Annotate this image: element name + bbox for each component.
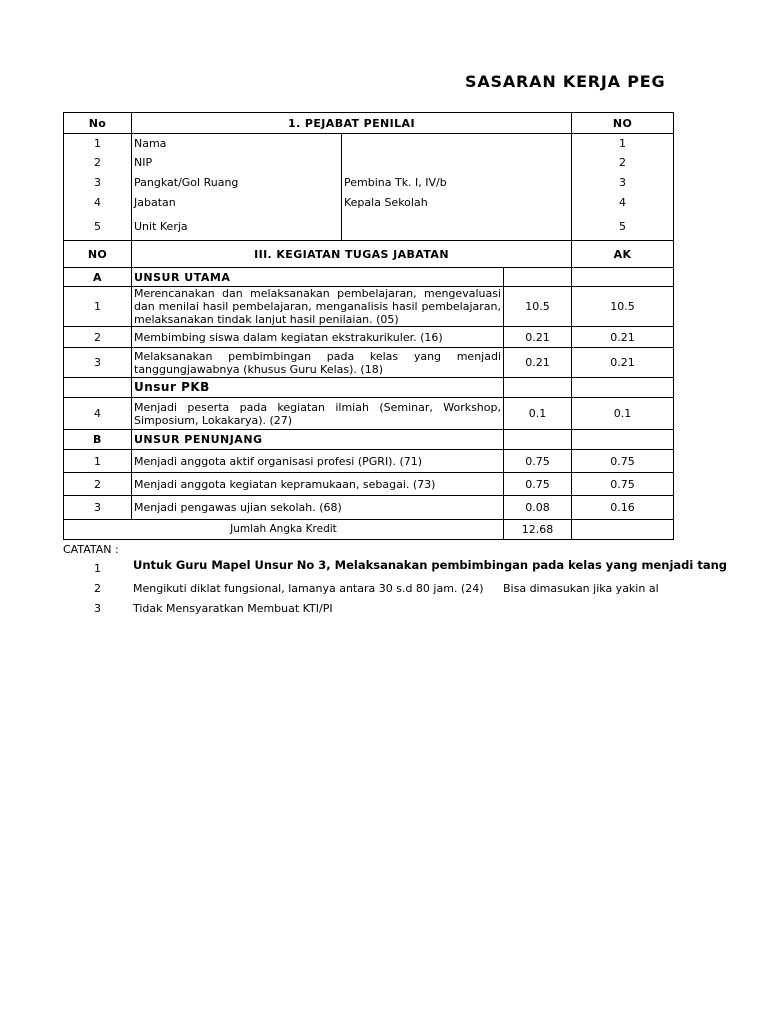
empty-cell [572, 430, 674, 450]
item-no: 3 [64, 496, 132, 520]
section-a-row [64, 268, 674, 287]
note-text: Untuk Guru Mapel Unsur No 3, Melaksanakan pembimbingan pada kelas yang menjadi tang [133, 558, 728, 572]
note-text: Mengikuti diklat fungsional, lamanya antara 30 s.d 80 jam. (24) [133, 582, 484, 595]
header-no: No [64, 113, 132, 134]
item-ak-right: 0.75 [572, 473, 674, 496]
section-a-code: A [64, 268, 132, 287]
item-ak-right: 0.1 [572, 398, 674, 430]
total-label: Jumlah Angka Kredit [64, 520, 504, 540]
kegiatan-header-row [64, 241, 674, 268]
pejabat-no-right: 5 [572, 213, 674, 241]
empty-cell [572, 378, 674, 398]
empty-cell [504, 430, 572, 450]
empty-cell [504, 268, 572, 287]
section-b-code: B [64, 430, 132, 450]
section-b-row [64, 430, 674, 450]
kegiatan-header-ak: AK [572, 241, 674, 268]
item-desc: Menjadi anggota kegiatan kepramukaan, sebagai. (73) [132, 473, 504, 496]
header-row [64, 113, 674, 134]
note-no: 1 [94, 562, 101, 575]
item-row [64, 348, 674, 378]
kegiatan-header-no: NO [64, 241, 132, 268]
note-no: 2 [94, 582, 101, 595]
pejabat-row [64, 173, 674, 193]
item-ak: 0.21 [504, 348, 572, 378]
note-extra: Bisa dimasukan jika yakin al [503, 582, 659, 595]
pejabat-row [64, 213, 674, 241]
pejabat-row [64, 134, 674, 153]
note-text: Tidak Mensyaratkan Membuat KTI/PI [133, 602, 333, 615]
catatan-label: CATATAN : [63, 543, 119, 556]
item-row [64, 473, 674, 496]
pejabat-label: NIP [132, 153, 342, 173]
item-ak-right: 0.21 [572, 327, 674, 348]
item-no: 2 [64, 327, 132, 348]
item-ak-right: 10.5 [572, 287, 674, 327]
item-desc: Melaksanakan pembimbingan pada kelas yang menjadi tanggungjawabnya (khusus Guru Kelas). (18) [132, 348, 504, 378]
pejabat-row [64, 153, 674, 173]
item-desc: Membimbing siswa dalam kegiatan ekstrakurikuler. (16) [132, 327, 504, 348]
empty-cell [504, 378, 572, 398]
item-row [64, 287, 674, 327]
item-ak: 0.21 [504, 327, 572, 348]
pejabat-no-right: 1 [572, 134, 674, 153]
item-ak: 0.75 [504, 450, 572, 473]
item-row [64, 450, 674, 473]
item-no: 4 [64, 398, 132, 430]
item-ak-right: 0.21 [572, 348, 674, 378]
pejabat-no-right: 3 [572, 173, 674, 193]
page-title: SASARAN KERJA PEG [465, 72, 666, 91]
pejabat-value [342, 153, 572, 173]
item-row [64, 327, 674, 348]
pejabat-no: 3 [64, 173, 132, 193]
item-no: 1 [64, 450, 132, 473]
empty-cell [64, 378, 132, 398]
total-ak: 12.68 [504, 520, 572, 540]
pejabat-value: Pembina Tk. I, IV/b [342, 173, 572, 193]
item-desc: Menjadi pengawas ujian sekolah. (68) [132, 496, 504, 520]
empty-cell [572, 268, 674, 287]
item-ak: 0.1 [504, 398, 572, 430]
item-desc: Merencanakan dan melaksanakan pembelajaran, mengevaluasi dan menilai hasil pembelajaran, menganalisis hasil pembelajaran, melaksanakan tindak lanjut hasil penilaian. (05) [132, 287, 504, 327]
item-ak: 0.08 [504, 496, 572, 520]
item-ak-right: 0.75 [572, 450, 674, 473]
pejabat-value: Kepala Sekolah [342, 193, 572, 213]
item-row [64, 398, 674, 430]
section-pkb-row [64, 378, 674, 398]
pejabat-no: 1 [64, 134, 132, 153]
item-no: 2 [64, 473, 132, 496]
item-row [64, 496, 674, 520]
pejabat-value [342, 134, 572, 153]
note-no: 3 [94, 602, 101, 615]
pejabat-value [342, 213, 572, 241]
pejabat-no-right: 2 [572, 153, 674, 173]
skp-table [63, 112, 674, 540]
pejabat-no: 4 [64, 193, 132, 213]
pejabat-no: 2 [64, 153, 132, 173]
pejabat-label: Nama [132, 134, 342, 153]
pejabat-no: 5 [64, 213, 132, 241]
pejabat-label: Unit Kerja [132, 213, 342, 241]
pejabat-label: Jabatan [132, 193, 342, 213]
header-pejabat-penilai: 1. PEJABAT PENILAI [132, 113, 572, 134]
kegiatan-header-title: III. KEGIATAN TUGAS JABATAN [132, 241, 572, 268]
header-no-right: NO [572, 113, 674, 134]
item-ak-right: 0.16 [572, 496, 674, 520]
item-desc: Menjadi anggota aktif organisasi profesi (PGRI). (71) [132, 450, 504, 473]
section-b-title: UNSUR PENUNJANG [132, 430, 504, 450]
pejabat-label: Pangkat/Gol Ruang [132, 173, 342, 193]
empty-cell [572, 520, 674, 540]
pejabat-no-right: 4 [572, 193, 674, 213]
item-no: 3 [64, 348, 132, 378]
item-ak: 0.75 [504, 473, 572, 496]
section-pkb-title: Unsur PKB [132, 378, 504, 398]
item-desc: Menjadi peserta pada kegiatan ilmiah (Seminar, Workshop, Simposium, Lokakarya). (27) [132, 398, 504, 430]
item-ak: 10.5 [504, 287, 572, 327]
pejabat-row [64, 193, 674, 213]
section-a-title: UNSUR UTAMA [132, 268, 504, 287]
item-no: 1 [64, 287, 132, 327]
total-row [64, 520, 674, 540]
